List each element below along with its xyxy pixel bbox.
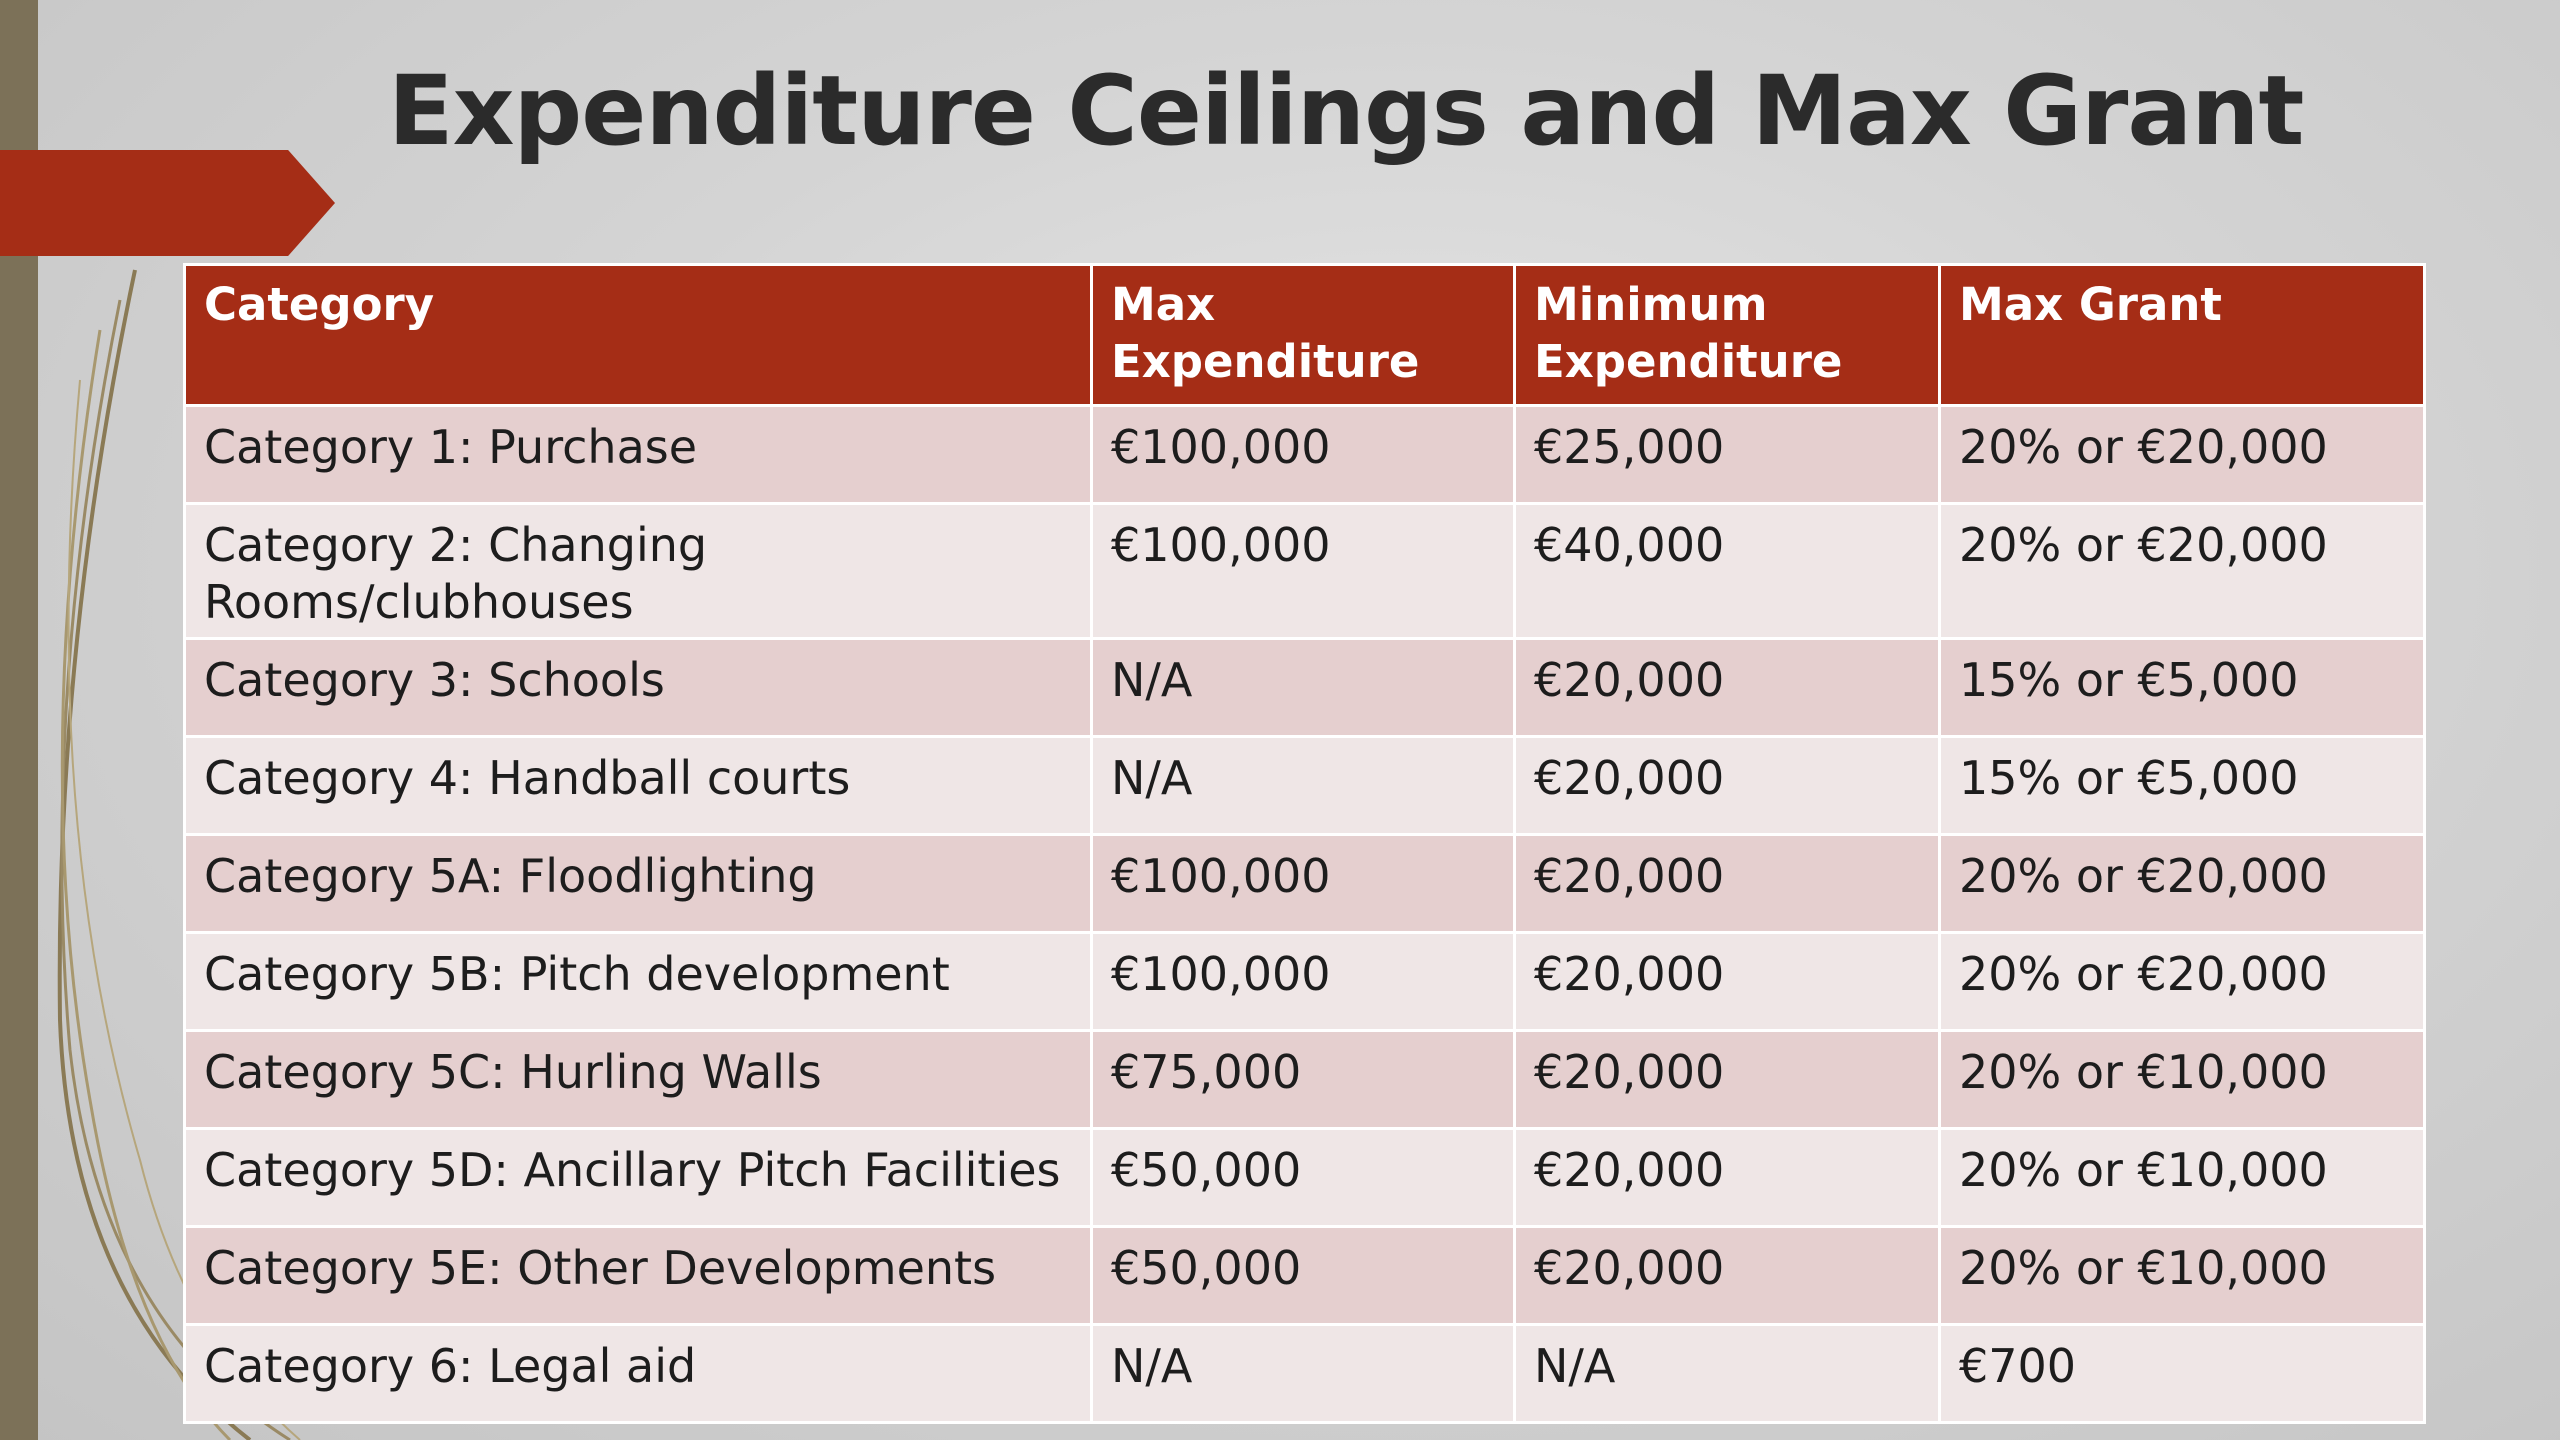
cell-max-grant: 20% or €10,000 [1940,1031,2425,1129]
cell-max-grant: 20% or €20,000 [1940,504,2425,639]
cell-minimum-expenditure: €20,000 [1515,639,1940,737]
cell-max-grant: 20% or €20,000 [1940,835,2425,933]
grant-table [183,263,2426,1424]
cell-category: Category 4: Handball courts [185,737,1092,835]
cell-category: Category 5D: Ancillary Pitch Facilities [185,1129,1092,1227]
header-category: Category [185,265,1092,406]
cell-max-grant: 20% or €20,000 [1940,933,2425,1031]
cell-minimum-expenditure: €20,000 [1515,835,1940,933]
table-row [185,504,2425,639]
cell-category: Category 3: Schools [185,639,1092,737]
table-row [185,406,2425,504]
slide-title: Expenditure Ceilings and Max Grant [388,55,2304,167]
cell-max-expenditure: €50,000 [1092,1129,1515,1227]
table-row [185,639,2425,737]
table-row [185,1031,2425,1129]
cell-minimum-expenditure: €40,000 [1515,504,1940,639]
header-minimum-expenditure: Minimum Expenditure [1515,265,1940,406]
cell-minimum-expenditure: €20,000 [1515,1031,1940,1129]
table-row [185,1227,2425,1325]
cell-max-grant: 15% or €5,000 [1940,737,2425,835]
cell-max-grant: 20% or €20,000 [1940,406,2425,504]
cell-minimum-expenditure: €20,000 [1515,933,1940,1031]
cell-minimum-expenditure: €25,000 [1515,406,1940,504]
cell-category: Category 6: Legal aid [185,1325,1092,1423]
table-row [185,1129,2425,1227]
cell-category: Category 1: Purchase [185,406,1092,504]
cell-category: Category 2: Changing Rooms/clubhouses [185,504,1092,639]
cell-max-expenditure: €50,000 [1092,1227,1515,1325]
title-accent-arrow [0,150,335,256]
cell-max-expenditure: €100,000 [1092,835,1515,933]
cell-max-expenditure: €100,000 [1092,406,1515,504]
cell-max-grant: 15% or €5,000 [1940,639,2425,737]
cell-minimum-expenditure: €20,000 [1515,1129,1940,1227]
cell-max-grant: 20% or €10,000 [1940,1129,2425,1227]
cell-max-expenditure: €100,000 [1092,933,1515,1031]
cell-category: Category 5C: Hurling Walls [185,1031,1092,1129]
table-row [185,737,2425,835]
cell-max-grant: 20% or €10,000 [1940,1227,2425,1325]
cell-max-expenditure: N/A [1092,639,1515,737]
cell-minimum-expenditure: €20,000 [1515,1227,1940,1325]
cell-max-expenditure: €100,000 [1092,504,1515,639]
cell-category: Category 5A: Floodlighting [185,835,1092,933]
header-max-expenditure: Max Expenditure [1092,265,1515,406]
table-row [185,933,2425,1031]
cell-category: Category 5E: Other Developments [185,1227,1092,1325]
cell-max-expenditure: N/A [1092,1325,1515,1423]
cell-minimum-expenditure: N/A [1515,1325,1940,1423]
cell-max-expenditure: N/A [1092,737,1515,835]
cell-max-expenditure: €75,000 [1092,1031,1515,1129]
table-row [185,835,2425,933]
cell-minimum-expenditure: €20,000 [1515,737,1940,835]
cell-category: Category 5B: Pitch development [185,933,1092,1031]
table-header-row [185,265,2425,406]
cell-max-grant: €700 [1940,1325,2425,1423]
table-row [185,1325,2425,1423]
header-max-grant: Max Grant [1940,265,2425,406]
